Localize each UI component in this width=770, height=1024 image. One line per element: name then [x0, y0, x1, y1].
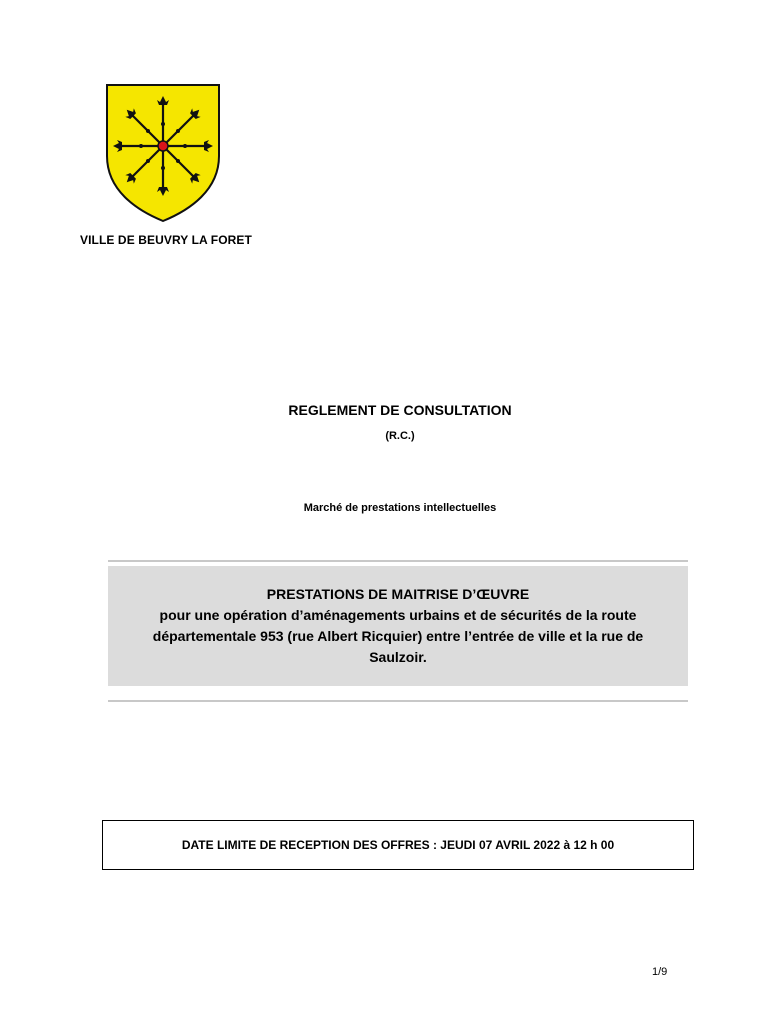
document-abbreviation: (R.C.) — [385, 430, 415, 442]
deadline-text: DATE LIMITE DE RECEPTION DES OFFRES : JEUDI 07 AVRIL 2022 à 12 h 00 — [181, 838, 615, 852]
coat-of-arms-icon — [104, 82, 222, 224]
city-name: VILLE DE BEUVRY LA FORET — [80, 233, 252, 247]
project-title-line: pour une opération d’aménagements urbains et de sécurités de la route — [159, 607, 637, 623]
deadline-box — [102, 820, 694, 870]
project-title-line: PRESTATIONS DE MAITRISE D’ŒUVRE — [266, 586, 530, 602]
document-title: REGLEMENT DE CONSULTATION — [288, 402, 512, 418]
project-title-line: Saulzoir. — [369, 649, 427, 665]
top-divider — [108, 560, 688, 562]
project-title-box — [108, 566, 688, 686]
market-type: Marché de prestations intellectuelles — [303, 502, 497, 514]
project-title-line: départementale 953 (rue Albert Ricquier) entre l’entrée de ville et la rue de — [152, 628, 644, 644]
page-number: 1/9 — [652, 966, 668, 978]
bottom-divider — [108, 700, 688, 702]
